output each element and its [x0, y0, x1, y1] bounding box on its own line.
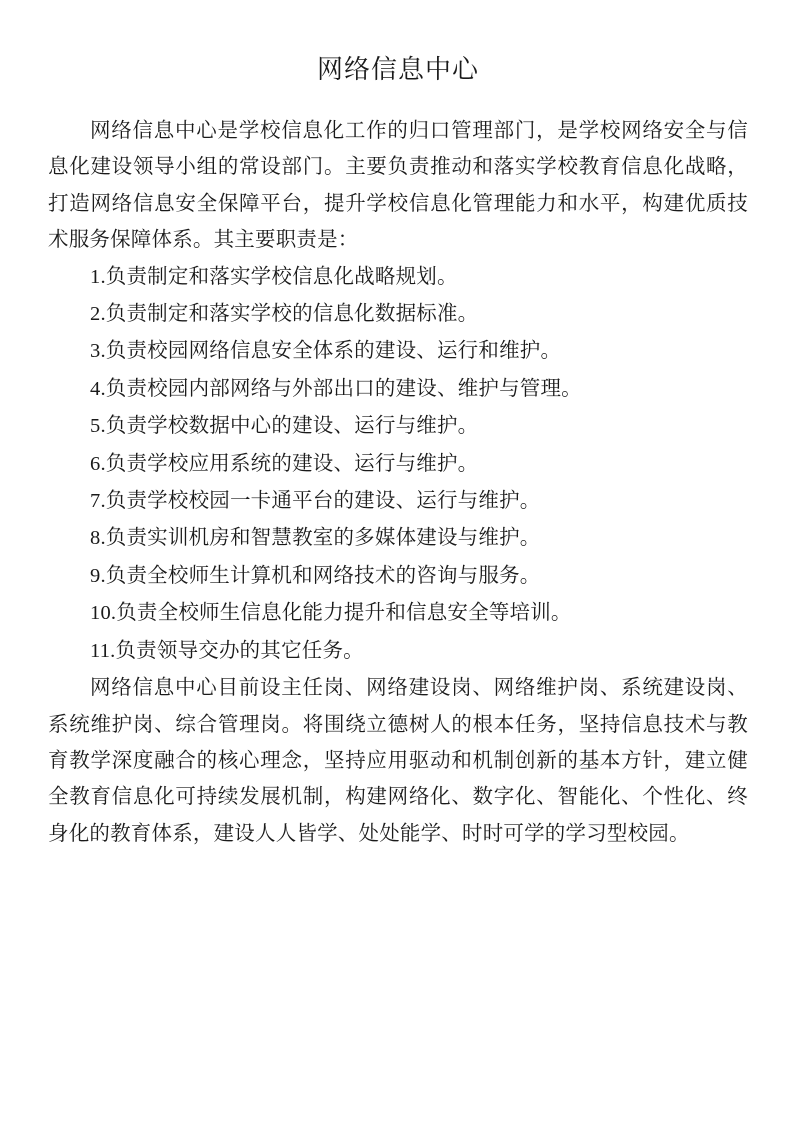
duty-item [48, 332, 748, 369]
duty-number: 5. [90, 415, 106, 438]
duty-text: 负责学校校园一卡通平台的建设、运行与维护。 [105, 488, 541, 513]
duty-item [48, 632, 748, 669]
duty-text: 负责制定和落实学校的信息化数据标准。 [105, 301, 479, 326]
duty-text: 负责校园网络信息安全体系的建设、运行和维护。 [105, 338, 562, 363]
duty-text: 负责实训机房和智慧教室的多媒体建设与维护。 [105, 525, 541, 550]
duty-item [48, 445, 748, 482]
duty-text: 负责学校数据中心的建设、运行与维护。 [105, 413, 479, 438]
duty-item [48, 258, 748, 295]
closing-paragraph: 网络信息中心目前设主任岗、网络建设岗、网络维护岗、系统建设岗、系统维护岗、综合管理岗。将围绕立德树人的根本任务，坚持信息技术与教育教学深度融合的核心理念，坚持应用驱动和机制创新的基本方针，建立健全教育信息化可持续发展机制，构建网络化、数字化、智能化、个性化、终身化的教育体系，建设人人皆学、处处能学、时时可学的学习型校园。 [48, 675, 748, 845]
duty-number: 1. [90, 265, 106, 288]
duty-item [48, 482, 748, 519]
duty-text: 负责制定和落实学校信息化战略规划。 [105, 263, 458, 288]
duty-item [48, 594, 748, 631]
duty-number: 4. [90, 377, 106, 400]
duty-text: 负责领导交办的其它任务。 [115, 637, 364, 662]
duty-item [48, 370, 748, 407]
duty-number: 6. [90, 452, 106, 475]
document-page [48, 0, 748, 851]
duties-list [48, 258, 748, 669]
duty-number: 3. [90, 340, 106, 363]
duty-number: 10. [90, 602, 117, 625]
page-title: 网络信息中心 [316, 55, 479, 85]
duty-item [48, 295, 748, 332]
duty-number: 8. [90, 527, 106, 550]
duty-item [48, 557, 748, 594]
duty-number: 2. [90, 303, 106, 326]
duty-text: 负责学校应用系统的建设、运行与维护。 [105, 450, 479, 475]
duty-item [48, 407, 748, 444]
duty-text: 负责校园内部网络与外部出口的建设、维护与管理。 [105, 375, 582, 400]
duty-number: 7. [90, 490, 106, 513]
duty-item [48, 519, 748, 556]
duty-number: 9. [90, 564, 106, 587]
intro-paragraph: 网络信息中心是学校信息化工作的归口管理部门，是学校网络安全与信息化建设领导小组的常设部门。主要负责推动和落实学校教育信息化战略，打造网络信息安全保障平台，提升学校信息化管理能力和水平，构建优质技术服务保障体系。其主要职责是： [48, 118, 748, 252]
duty-text: 负责全校师生计算机和网络技术的咨询与服务。 [105, 562, 541, 587]
duty-number: 11. [90, 639, 116, 662]
duty-text: 负责全校师生信息化能力提升和信息安全等培训。 [116, 600, 572, 625]
